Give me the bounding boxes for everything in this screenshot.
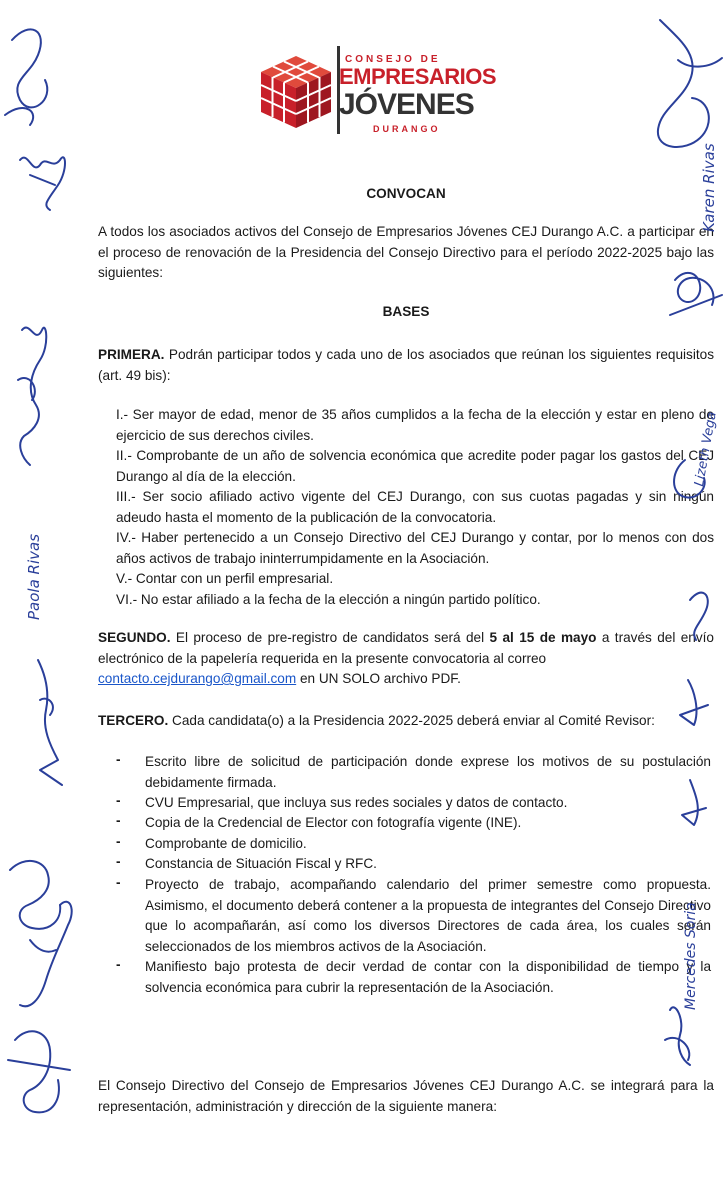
requirement-bullet: Constancia de Situación Fiscal y RFC. <box>145 856 377 871</box>
logo-line-2: EMPRESARIOS <box>339 64 497 89</box>
requisito-item: III.- Ser socio afiliado activo vigente del CEJ Durango, con sus cuotas pagadas y sin ningún adeudo hasta el momento de la publicación de la convocatoria. <box>116 489 714 525</box>
segundo-email-line <box>98 669 714 690</box>
bullet-dash: - <box>116 793 121 808</box>
cej-durango-logo <box>255 40 497 140</box>
requisito-item: V.- Contar con un perfil empresarial. <box>116 571 334 586</box>
signature-left-margin <box>0 0 96 1200</box>
primera-text: Podrán participar todos y cada uno de los asociados que reúnan los siguientes requisitos (art. 49 bis): <box>98 347 714 383</box>
bullet-dash: - <box>116 854 121 869</box>
segundo-text-c: en UN SOLO archivo PDF. <box>296 671 461 686</box>
requisito-item: VI.- No estar afiliado a la fecha de la elección a ningún partido político. <box>116 592 541 607</box>
email-link[interactable]: contacto.cejdurango@gmail.com <box>98 671 297 686</box>
tercero-label: TERCERO. <box>98 713 169 728</box>
bullet-dash: - <box>116 834 121 849</box>
requirement-bullet: Escrito libre de solicitud de participación donde exprese los motivos de su postulación debidamente firmada. <box>145 754 711 790</box>
requirement-bullet: Manifiesto bajo protesta de decir verdad de contar con la disponibilidad de tiempo y la solvencia económica para cubrir la representación de la Asociación. <box>145 959 711 995</box>
segundo-dates: 5 al 15 de mayo <box>489 630 597 645</box>
bullet-dash: - <box>116 752 121 767</box>
closing-paragraph: El Consejo Directivo del Consejo de Empresarios Jóvenes CEJ Durango A.C. se integrará para la representación, administración y dirección de la siguiente manera: <box>98 1078 714 1114</box>
primera-paragraph <box>98 345 714 386</box>
bases-title: BASES <box>382 304 430 319</box>
signature-name-right-top: Karen Rivas <box>700 143 718 232</box>
bullet-dash: - <box>116 957 121 972</box>
intro-paragraph: A todos los asociados activos del Consejo de Empresarios Jóvenes CEJ Durango A.C. a participar en el proceso de renovación de la Presidencia del Consejo Directivo para el período 2022-2025 bajo las siguientes: <box>98 224 714 280</box>
bullet-dash: - <box>116 813 121 828</box>
signature-name-right-bottom: Mercedes Soria <box>683 902 699 1010</box>
bullet-dash: - <box>116 875 121 890</box>
tercero-text: Cada candidata(o) a la Presidencia 2022-2025 deberá enviar al Comité Revisor: <box>168 713 655 728</box>
segundo-label: SEGUNDO. <box>98 630 171 645</box>
signature-name-left: Paola Rivas <box>25 533 43 620</box>
requisito-item: II.- Comprobante de un año de solvencia económica que acredite poder pagar los gastos del CEJ Durango al día de la elección. <box>116 448 714 484</box>
logo-line-1: CONSEJO DE <box>345 54 441 65</box>
segundo-paragraph <box>98 628 714 669</box>
primera-label: PRIMERA. <box>98 347 165 362</box>
signature-name-right-middle: Lizeth Vega <box>692 410 720 488</box>
requirement-bullet: Proyecto de trabajo, acompañando calendario del primer semestre como propuesta. Asimismo, el documento deberá contener a la propuesta de integrantes del Consejo Directivo que lo acompañarán, así como los diversos Directores de cada área, los cuales serán seleccionados de los miembros activos de la Asociación. <box>145 877 711 954</box>
logo-line-4: DURANGO <box>373 124 441 134</box>
requirement-bullet: Copia de la Credencial de Elector con fotografía vigente (INE). <box>145 815 522 830</box>
requisito-item: I.- Ser mayor de edad, menor de 35 años cumplidos a la fecha de la elección y estar en pleno de ejercicio de sus derechos civiles. <box>116 407 714 443</box>
segundo-text-a: El proceso de pre-registro de candidatos será del <box>170 630 490 645</box>
heading-convocan: CONVOCAN <box>366 186 446 201</box>
cube-logo-icon <box>255 52 337 132</box>
requirement-bullet: CVU Empresarial, que incluya sus redes sociales y datos de contacto. <box>145 795 568 810</box>
requisito-item: IV.- Haber pertenecido a un Consejo Directivo del CEJ Durango y contar, por lo menos con dos años activos de trabajo ininterrumpidamente en la Asociación. <box>116 530 714 566</box>
segundo-text-b: a través del envío electrónico de la papelería requerida en la presente convocatoria al correo <box>98 630 714 666</box>
logo-line-3: JÓVENES <box>339 88 474 121</box>
requirement-bullet: Comprobante de domicilio. <box>145 836 307 851</box>
tercero-paragraph <box>98 711 714 732</box>
